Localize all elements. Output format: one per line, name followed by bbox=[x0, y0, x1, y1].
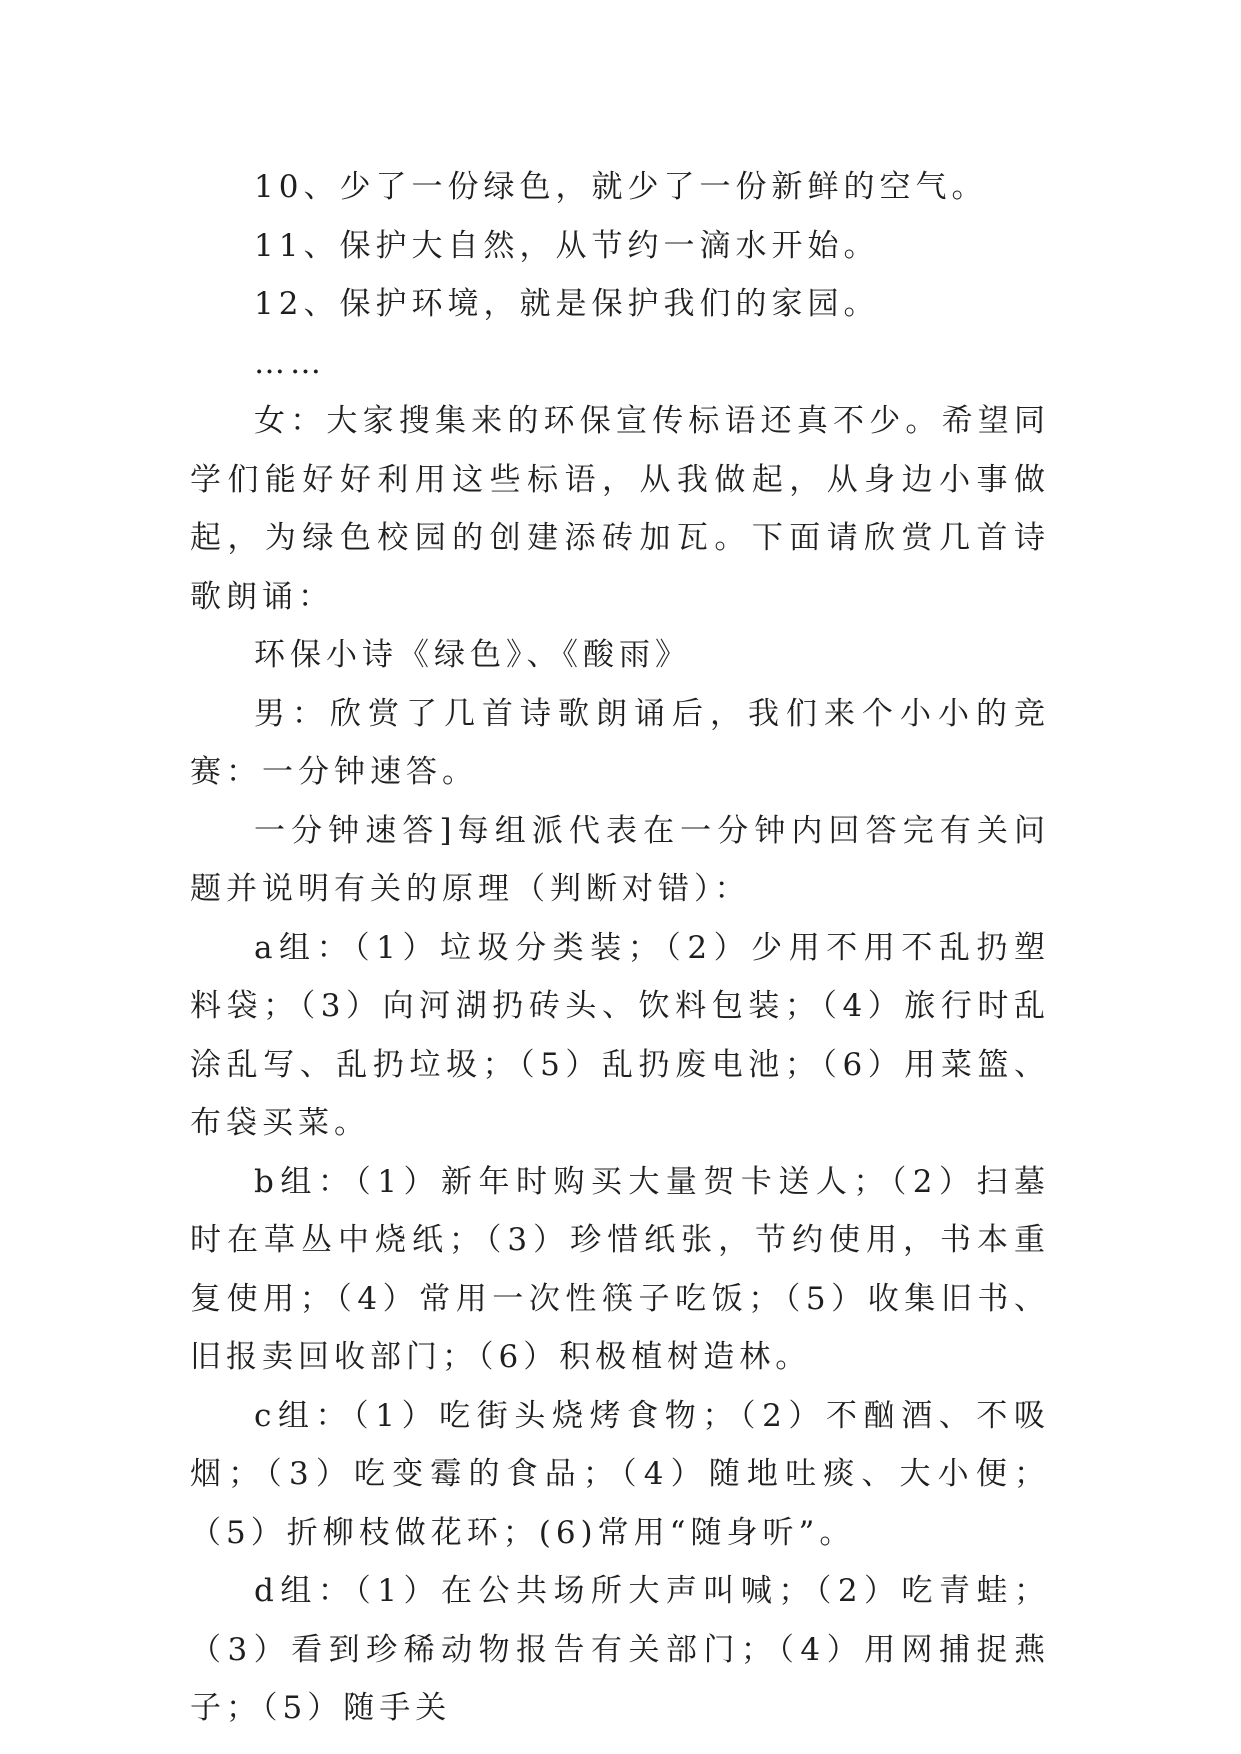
ellipsis: …… bbox=[254, 344, 326, 381]
slogan-12: 12、保护环境，就是保护我们的家园。 bbox=[254, 286, 880, 322]
male-host-line: 男：欣赏了几首诗歌朗诵后，我们来个小小的竞赛：一分钟速答。 bbox=[190, 695, 1050, 790]
document-body bbox=[190, 158, 1050, 1738]
group-c-questions: c组：（1）吃街头烧烤食物；（2）不酗酒、不吸烟；（3）吃变霉的食品；（4）随地吐痰、大小便；（5）折柳枝做花环；(6)常用“随身听”。 bbox=[190, 1397, 1050, 1551]
group-d-questions: d组：（1）在公共场所大声叫喊；（2）吃青蛙；（3）看到珍稀动物报告有关部门；（4）用网捕捉燕子；（5）随手关 bbox=[190, 1573, 1050, 1726]
group-b-questions: b组：（1）新年时购买大量贺卡送人；（2）扫墓时在草丛中烧纸；（3）珍惜纸张，节约使用，书本重复使用；（4）常用一次性筷子吃饭；（5）收集旧书、旧报卖回收部门；（6）积极植树造林。 bbox=[190, 1163, 1050, 1375]
slogan-10: 10、少了一份绿色，就少了一份新鲜的空气。 bbox=[254, 169, 988, 205]
group-a-questions: a组：（1）垃圾分类装；（2）少用不用不乱扔塑料袋；（3）向河湖扔砖头、饮料包装；（4）旅行时乱涂乱写、乱扔垃圾；（5）乱扔废电池；（6）用菜篮、布袋买菜。 bbox=[190, 929, 1050, 1141]
slogan-11: 11、保护大自然，从节约一滴水开始。 bbox=[254, 227, 880, 264]
poem-titles: 环保小诗《绿色》、《酸雨》 bbox=[254, 637, 691, 673]
quiz-instructions: 一分钟速答]每组派代表在一分钟内回答完有关问题并说明有关的原理（判断对错）： bbox=[190, 812, 1050, 907]
female-host-line: 女：大家搜集来的环保宣传标语还真不少。希望同学们能好好利用这些标语，从我做起，从身边小事做起，为绿色校园的创建添砖加瓦。下面请欣赏几首诗歌朗诵： bbox=[190, 403, 1050, 615]
